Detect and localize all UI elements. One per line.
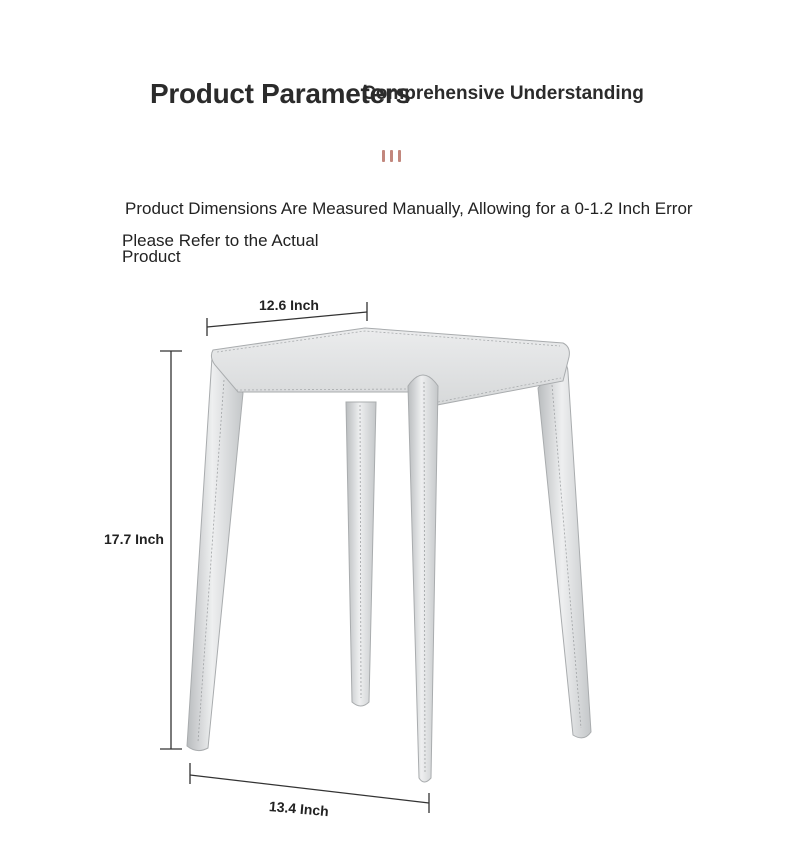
stool-right-leg (538, 360, 591, 738)
stool-back-leg (346, 402, 376, 706)
stool-front-leg (408, 375, 438, 782)
page-title: Product Parameters (150, 78, 411, 109)
top-width-label: 12.6 Inch (259, 297, 319, 313)
measurement-note: Product Dimensions Are Measured Manually, Allowing for a 0-1.2 Inch Error (125, 199, 693, 218)
page-subtitle: Comprehensive Understanding (362, 83, 644, 104)
refer-note: Please Refer to the Actual Product (122, 231, 319, 266)
bottom-width-label: 13.4 Inch (268, 798, 330, 820)
stool-left-leg (187, 357, 243, 751)
stool-seat (211, 328, 569, 405)
height-dimension-line (160, 351, 182, 749)
height-label: 17.7 Inch (104, 531, 164, 547)
